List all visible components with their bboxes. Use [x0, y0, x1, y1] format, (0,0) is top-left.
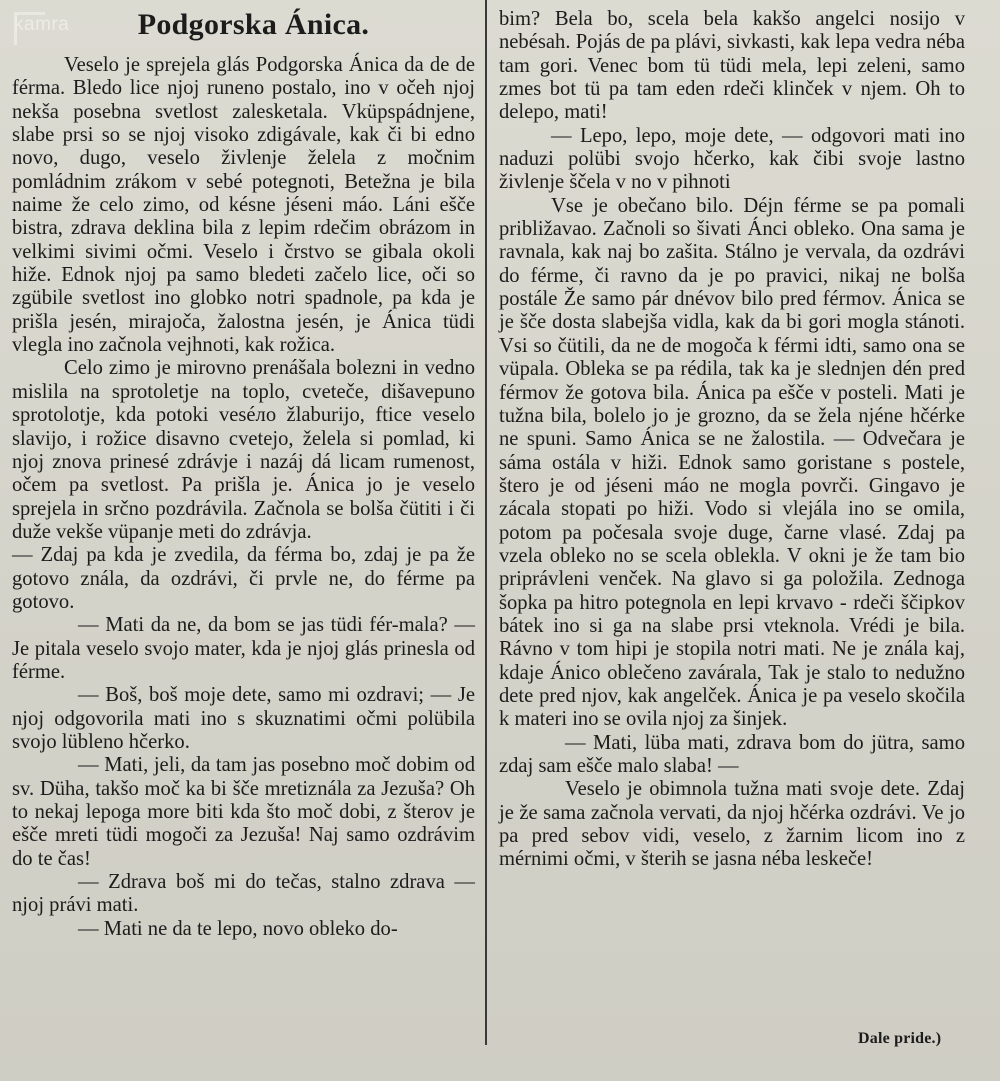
paragraph: Vse je obečano bilo. Déjn férme se pa pomali približavao. Začnoli so šivati Ánci obleko. Ona sama je ravnala, kak naj bo zašita. Stálno je vervala, da ozdrávi do férme, či ravno da je po pravici, nikaj ne bolša postále Že samo pár dnévov bilo pred férmov. Ánica se je šče dosta slabejša vidla, kak da bi gori mogla stánoti. Vsi so čütili, da ne de mogoča k férmi idti, samo ona se vüpala. Obleka se pa rédila, tak ka je slednjen dén pred férmov že gotova bila. Ánica pa ešče v posteli. Mati je tužna bila, bolelo jo je grozno, da se žela njéne hčérke ne spuni. Samo Ánica se ne žalostila. — Odvečara je sáma ostála v hiži. Ednok samo goristane s postele, štero je od jéseni máo ne mogla povrči. Gingavo je zácala stopati po hiži. Vodo si vlejála ino se omila, potom pa počesala svoje duge, čarne vlasé. Zdaj pa vzela obleko no se scela oblekla. V okni je že tam bio priprávleni venček. Na glavo si ga položila. Zednoga šopka pa hitro potegnola en lepi krvavo - rdeči ščipkov bátek ino si ga na slabe prsi vteknola. Vrédi je bila. Rávno v tom hipi je stopila notri mati. Ne je znála kaj, kdaje Ánico oblečeno zavárala, Tak je stalo to nedužno dete pred njov, kak angelček. Ánica je pa veselo skočila k materi ino se ovila njoj za šinjek.	[499, 194, 965, 731]
paragraph: — Lepo, lepo, moje dete, — odgovori mati ino naduzi polübi svojo hčerko, kak čibi svoje lastno živlenje ščela v no v pihnoti	[499, 124, 965, 194]
column-divider	[485, 0, 487, 1045]
paragraph: Veselo je sprejela glás Podgorska Ánica da de de férma. Bledo lice njoj runeno postalo, ino v očeh njoj nekša posebna svetlost zalesketala. Vküpspádnjene, slabe prsi so se njoj visoko zdigávale, kak či bi edno novo, dugo, veselo živlenje želela z močnim pomládnim zrákom v sebé potegnoti, Betežna je bila naime že celo zimo, od késne jéseni máo. Láni ešče bistra, zdrava deklina bila z lepim rdečim obrázom in velkimi sivimi očmi. Veselo i črstvo se gibala okoli hiže. Ednok njoj pa samo bledeti začelo lice, oči so zgübile svetlost ino globko notri spadnole, pa kda je prišla jesén, mirajoča, žalostna jesén, je Ánica tüdi vlegla ino začnola vejhnoti, kak rožica.	[12, 54, 475, 357]
right-column	[499, 8, 965, 872]
paragraph: — Mati da ne, da bom se jas tüdi fér-mala? — Je pitala veselo svojo mater, kda je njoj glás prinesla od férme.	[12, 614, 475, 683]
paragraph: Veselo je obimnola tužna mati svoje dete. Zdaj je že sama začnola vervati, da njoj hčérka ozdrávi. Ve jo pa pred sebov vidi, veselo, z žarnim licom ino z mérnimi očmi, v šterih se jasna néba leskeče!	[499, 778, 965, 871]
paragraph: — Mati, jeli, da tam jas posebno moč dobim od sv. Düha, takšo moč ka bi šče mretiznála za Jezuša? Oh to nekaj lepoga more biti kda što moč dobi, z šterov je ešče mreti tüdi mogoči za Jezuša! Naj samo ozdrávim do te čas!	[12, 754, 475, 870]
paragraph: — Mati, lüba mati, zdrava bom do jütra, samo zdaj sam ešče malo slaba! —	[499, 731, 965, 777]
article-title: Podgorska Ánica.	[137, 8, 370, 41]
paragraph: — Boš, boš moje dete, samo mi ozdravi; — Je njoj odgovorila mati ino s skuznatimi očmi polübila svojo lübleno hčerko.	[12, 684, 475, 753]
paragraph: — Zdaj pa kda je zvedila, da férma bo, zdaj je pa že gotovo znála, da ozdrávi, či prvle ne, do férme pa gotovo.	[12, 544, 475, 613]
watermark-text: kamra	[14, 14, 70, 35]
continuation-note: Dale pride.)	[858, 1030, 942, 1047]
paragraph: bim? Bela bo, scela bela kakšo angelci nosijo v nebésah. Pojás de pa plávi, sivkasti, kak lepa vedra néba tam gori. Venec bom tü tüdi mela, lepi zeleni, samo zmes bot tü pa tam eden rdeči klinček v njem. Oh to delepo, mati!	[499, 8, 965, 124]
paragraph: — Mati ne da te lepo, novo obleko do-	[78, 917, 398, 940]
paragraph: — Zdrava boš mi do tečas, stalno zdrava — njoj právi mati.	[12, 871, 475, 917]
paragraph: Celo zimo je mirovno prenášala bolezni in vedno mislila na sprotoletje na toplo, cveteče, dišavepuno sprotolotje, kda potoki veséло žlaburijo, ftice veselo slavijo, i rožice disavno cvetejo, želela si pomlad, ki njoj znova prinesé zdrávje i nazáj dá licam rumenost, očem pa svetlost. Pa prišla je. Ánica jo je veselo sprejela in srčno pozdrávila. Začnola se bolša čütiti i či duže vekše vüpanje meti do zdrávja.	[12, 357, 475, 543]
left-column	[12, 8, 475, 941]
